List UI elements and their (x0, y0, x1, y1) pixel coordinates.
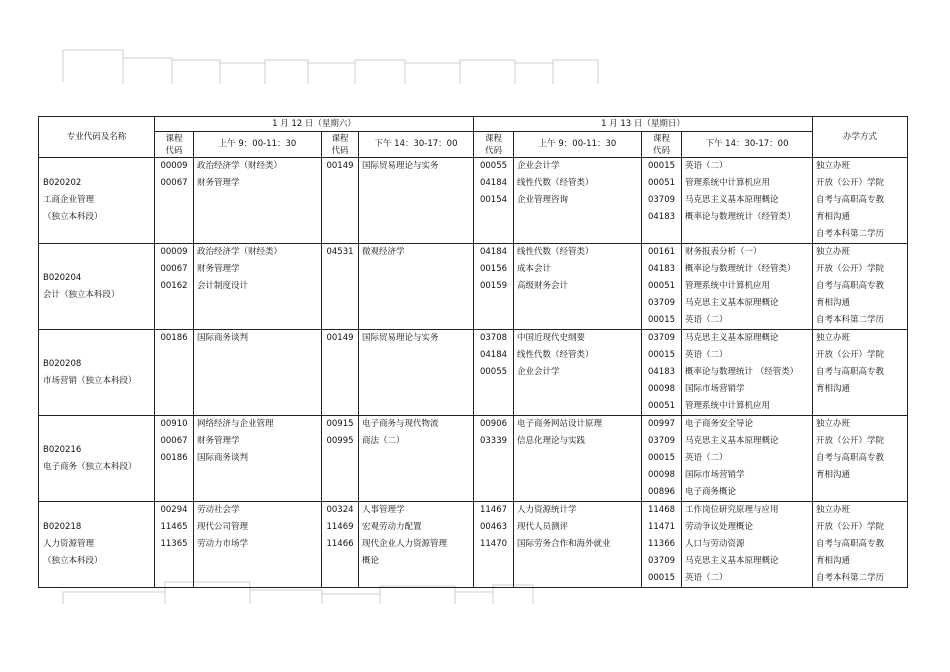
course-name-cell (194, 502, 322, 588)
course-code: 00149 (326, 333, 354, 343)
course-name: 网络经济与企业管理 (197, 419, 274, 429)
course-name-cell (514, 502, 642, 588)
course-code: 11366 (647, 539, 676, 549)
course-name: 马克思主义基本原理概论 (685, 436, 779, 446)
program-name-line: 工商企业管理 (43, 195, 95, 205)
program-name-line: B020208 (43, 358, 82, 369)
course-code: 00067 (160, 178, 188, 188)
course-name: 宏观劳动力配置 (362, 522, 422, 532)
study-mode-line: 自考与高职高专教 (816, 539, 885, 549)
course-name-cell (682, 158, 813, 244)
course-code: 00055 (479, 161, 508, 171)
program-name-cell (39, 244, 155, 330)
course-code: 04531 (326, 247, 354, 257)
course-name: 国际贸易理论与实务 (362, 333, 439, 343)
course-code-cell (155, 158, 194, 244)
course-name-cell (514, 158, 642, 244)
study-mode-line: 育相沟通 (816, 298, 851, 308)
code-header-line: 课程 (652, 133, 670, 144)
study-mode-line: 开放（公开）学院 (816, 178, 885, 188)
course-name: 管理系统中计算机应用 (685, 178, 771, 188)
program-row (39, 244, 908, 330)
course-code: 03339 (479, 436, 508, 446)
course-name: 国际商务谈判 (197, 453, 249, 463)
program-name-line: B020202 (43, 178, 82, 188)
course-code: 00995 (326, 436, 354, 446)
exam-schedule-table (38, 116, 908, 588)
course-code: 04184 (479, 178, 508, 188)
course-name-cell (194, 330, 322, 416)
code-header (155, 132, 194, 158)
course-name: 概率论与数理统计 （经管类） (685, 367, 799, 377)
course-code-cell (322, 330, 359, 416)
course-code: 11467 (479, 505, 508, 515)
course-code: 00161 (647, 247, 676, 257)
course-code: 00915 (326, 419, 354, 429)
course-name: 政治经济学（财经类） (197, 161, 283, 171)
course-name-cell (359, 244, 474, 330)
course-name: 信息化理论与实践 (517, 436, 586, 446)
course-name: 英语（二） (685, 453, 728, 463)
course-code-cell (642, 158, 682, 244)
course-code: 00051 (647, 401, 676, 411)
course-code-cell (474, 244, 514, 330)
course-code: 00015 (647, 350, 676, 360)
course-code: 04184 (479, 350, 508, 360)
course-code: 00015 (647, 161, 676, 171)
course-name: 企业会计学 (517, 161, 560, 171)
course-name: 电子商务安全导论 (685, 419, 754, 429)
course-code: 00906 (479, 419, 508, 429)
course-name: 人力资源统计学 (517, 505, 577, 515)
course-name: 商法（二） (362, 436, 405, 446)
study-mode-line: 育相沟通 (816, 384, 851, 394)
course-name: 国际劳务合作和海外就业 (517, 539, 611, 549)
course-code-cell (322, 416, 359, 502)
pm-session-header: 下午 14：30-17：00 (359, 132, 474, 158)
program-name-line: B020218 (43, 522, 82, 532)
course-name: 人事管理学 (362, 505, 405, 515)
study-mode-line: 独立办班 (816, 333, 851, 343)
program-name-line: （独立本科段） (43, 212, 103, 222)
course-code: 11468 (647, 505, 676, 515)
course-name-cell (359, 158, 474, 244)
program-name-line: 电子商务（独立本科段） (43, 461, 137, 472)
course-name: 马克思主义基本原理概论 (685, 556, 779, 566)
course-code: 03708 (479, 333, 508, 343)
course-code: 00015 (647, 573, 676, 583)
program-name-line: 人力资源管理 (43, 539, 95, 549)
course-name: 成本会计 (517, 264, 552, 274)
course-code (322, 553, 358, 570)
course-name: 电子商务概论 (685, 487, 737, 497)
am-session-header: 上午 9：00-11：30 (514, 132, 642, 158)
course-name: 英语（二） (685, 573, 728, 583)
study-mode-line: 自考与高职高专教 (816, 195, 885, 205)
course-code-cell (642, 416, 682, 502)
course-name: 劳动力市场学 (197, 539, 249, 549)
program-name-line: B020204 (43, 272, 82, 283)
study-mode-line: 开放（公开）学院 (816, 522, 885, 532)
course-code: 00009 (160, 247, 188, 257)
study-mode-line: 开放（公开）学院 (816, 436, 885, 446)
day1-header: 1 月 12 日（星期六） (155, 117, 474, 132)
course-code: 04183 (647, 264, 676, 274)
course-name: 线性代数（经管类） (517, 350, 594, 360)
code-header (642, 132, 682, 158)
study-mode-line: 自考本科第二学历 (816, 573, 885, 583)
course-code: 00098 (647, 470, 676, 480)
course-name-cell (682, 330, 813, 416)
study-mode-line: 育相沟通 (816, 212, 851, 222)
course-name: 政治经济学（财经类） (197, 247, 283, 257)
study-mode-cell (813, 416, 908, 502)
course-name: 国际市场营销学 (685, 470, 745, 480)
course-name: 高级财务会计 (517, 281, 569, 291)
header-row-sessions (39, 132, 908, 158)
program-row (39, 416, 908, 502)
course-code: 00186 (160, 453, 188, 463)
course-name-cell (194, 416, 322, 502)
course-code: 11365 (160, 539, 188, 549)
course-code: 00098 (647, 384, 676, 394)
course-name: 线性代数（经管类） (517, 247, 594, 257)
program-name-line: 市场营销（独立本科段） (43, 375, 137, 386)
course-name: 马克思主义基本原理概论 (685, 195, 779, 205)
course-code: 00051 (647, 281, 676, 291)
course-code-cell (642, 244, 682, 330)
course-code: 00294 (160, 505, 188, 515)
course-code: 00015 (647, 315, 676, 325)
course-code: 11471 (647, 522, 676, 532)
program-name-cell (39, 502, 155, 588)
course-code-cell (474, 416, 514, 502)
course-code: 04184 (479, 247, 508, 257)
course-name: 管理系统中计算机应用 (685, 401, 771, 411)
course-code-cell (474, 502, 514, 588)
study-mode-line: 独立办班 (816, 161, 851, 171)
course-name: 现代人员测评 (517, 522, 569, 532)
course-name: 国际商务谈判 (197, 333, 249, 343)
course-name: 马克思主义基本原理概论 (685, 298, 779, 308)
code-header-line: 课程 (165, 133, 183, 144)
course-code: 03709 (647, 436, 676, 446)
code-header-line: 代码 (652, 145, 670, 156)
course-code: 00159 (479, 281, 508, 291)
course-name-cell (194, 158, 322, 244)
course-code: 00910 (160, 419, 188, 429)
course-code-cell (642, 502, 682, 588)
course-name: 概率论与数理统计（经管类） (685, 264, 796, 274)
course-name: 会计制度设计 (197, 281, 249, 291)
course-name: 现代企业人力资源管理 (362, 539, 448, 549)
program-name-cell (39, 416, 155, 502)
course-name: 中国近现代史纲要 (517, 333, 586, 343)
study-mode-line: 自考与高职高专教 (816, 281, 885, 291)
study-mode-line: 独立办班 (816, 419, 851, 429)
course-name: 管理系统中计算机应用 (685, 281, 771, 291)
course-name: 现代公司管理 (197, 522, 249, 532)
course-name: 英语（二） (685, 350, 728, 360)
course-name: 劳动争议处理概论 (685, 522, 754, 532)
course-name: 国际市场营销学 (685, 384, 745, 394)
course-name: 人口与劳动资源 (685, 539, 745, 549)
course-name: 线性代数（经管类） (517, 178, 594, 188)
code-header-line: 代码 (165, 145, 183, 156)
study-mode-line: 独立办班 (816, 505, 851, 515)
course-code-cell (474, 330, 514, 416)
course-name-cell (194, 244, 322, 330)
course-code: 00009 (160, 161, 188, 171)
course-code: 00896 (647, 487, 676, 497)
course-code: 00051 (647, 178, 676, 188)
mode-column-header: 办学方式 (813, 117, 908, 158)
course-code: 00186 (160, 333, 188, 343)
course-code-cell (155, 330, 194, 416)
pm-session-header: 下午 14：30-17：00 (682, 132, 813, 158)
study-mode-line: 自考本科第二学历 (816, 229, 885, 239)
study-mode-line: 育相沟通 (816, 470, 851, 480)
course-name: 企业管理咨询 (517, 195, 569, 205)
study-mode-line: 自考与高职高专教 (816, 367, 885, 377)
course-name: 国际贸易理论与实务 (362, 161, 439, 171)
course-code: 00997 (647, 419, 676, 429)
course-name: 劳动社会学 (197, 505, 240, 515)
study-mode-line: 开放（公开）学院 (816, 264, 885, 274)
header-row-days (39, 117, 908, 132)
course-code: 00156 (479, 264, 508, 274)
course-code: 03709 (647, 333, 676, 343)
course-code: 04183 (647, 212, 676, 222)
course-name: 财务管理学 (197, 436, 240, 446)
program-name-cell (39, 158, 155, 244)
course-code: 00149 (326, 161, 354, 171)
course-name-cell (682, 502, 813, 588)
course-name: 英语（二） (685, 161, 728, 171)
program-name-cell (39, 330, 155, 416)
code-header-line: 课程 (484, 133, 502, 144)
study-mode-cell (813, 158, 908, 244)
schedule-body (39, 117, 908, 588)
major-column-header: 专业代码及名称 (39, 117, 155, 158)
course-name: 概论 (362, 556, 380, 566)
study-mode-line: 自考本科第二学历 (816, 315, 885, 325)
course-code-cell (322, 158, 359, 244)
course-name: 财务管理学 (197, 178, 240, 188)
exam-schedule-sheet (38, 116, 908, 588)
day2-header: 1 月 13 日（星期日） (474, 117, 813, 132)
study-mode-cell (813, 330, 908, 416)
course-code-cell (642, 330, 682, 416)
course-name: 马克思主义基本原理概论 (685, 333, 779, 343)
course-name: 概率论与数理统计（经管类） (685, 212, 796, 222)
course-code-cell (155, 416, 194, 502)
program-name-line: 会计（独立本科段） (43, 289, 120, 300)
course-code: 00463 (479, 522, 508, 532)
course-code: 11465 (160, 522, 188, 532)
code-header (322, 132, 359, 158)
course-name: 电子商务与现代物流 (362, 419, 439, 429)
course-name: 工作岗位研究原理与应用 (685, 505, 779, 515)
code-header-line: 课程 (331, 133, 349, 144)
course-code: 11466 (326, 539, 354, 549)
course-name-cell (359, 416, 474, 502)
course-code: 03709 (647, 298, 676, 308)
course-code-cell (155, 244, 194, 330)
course-code: 00055 (479, 367, 508, 377)
study-mode-line: 独立办班 (816, 247, 851, 257)
program-row (39, 158, 908, 244)
course-code-cell (474, 158, 514, 244)
course-name-cell (514, 416, 642, 502)
code-header-line: 代码 (484, 145, 502, 156)
course-code-cell (155, 502, 194, 588)
course-code: 03709 (647, 195, 676, 205)
course-code-cell (322, 502, 359, 588)
course-code: 00067 (160, 264, 188, 274)
course-code: 00162 (160, 281, 188, 291)
course-code: 11469 (326, 522, 354, 532)
program-row (39, 502, 908, 588)
course-name: 财务报表分析（一） (685, 247, 762, 257)
course-code-cell (322, 244, 359, 330)
code-header-line: 代码 (331, 145, 349, 156)
course-name: 英语（二） (685, 315, 728, 325)
course-name-cell (359, 330, 474, 416)
program-name-line: （独立本科段） (43, 556, 103, 566)
course-name-cell (682, 244, 813, 330)
course-code: 04183 (647, 367, 676, 377)
course-code: 00154 (479, 195, 508, 205)
course-name-cell (682, 416, 813, 502)
course-code: 00015 (647, 453, 676, 463)
program-name-line: B020216 (43, 444, 82, 455)
course-name: 企业会计学 (517, 367, 560, 377)
course-name-cell (514, 330, 642, 416)
study-mode-cell (813, 502, 908, 588)
study-mode-cell (813, 244, 908, 330)
course-name: 财务管理学 (197, 264, 240, 274)
course-name: 电子商务网站设计原理 (517, 419, 603, 429)
course-name-cell (514, 244, 642, 330)
am-session-header: 上午 9：00-11：30 (194, 132, 322, 158)
course-code: 03709 (647, 556, 676, 566)
study-mode-line: 自考与高职高专教 (816, 453, 885, 463)
course-name: 微观经济学 (362, 247, 405, 257)
course-code: 11470 (479, 539, 508, 549)
code-header (474, 132, 514, 158)
study-mode-line: 育相沟通 (816, 556, 851, 566)
study-mode-line: 开放（公开）学院 (816, 350, 885, 360)
course-name-cell (359, 502, 474, 588)
course-code: 00067 (160, 436, 188, 446)
course-code: 00324 (326, 505, 354, 515)
program-row (39, 330, 908, 416)
